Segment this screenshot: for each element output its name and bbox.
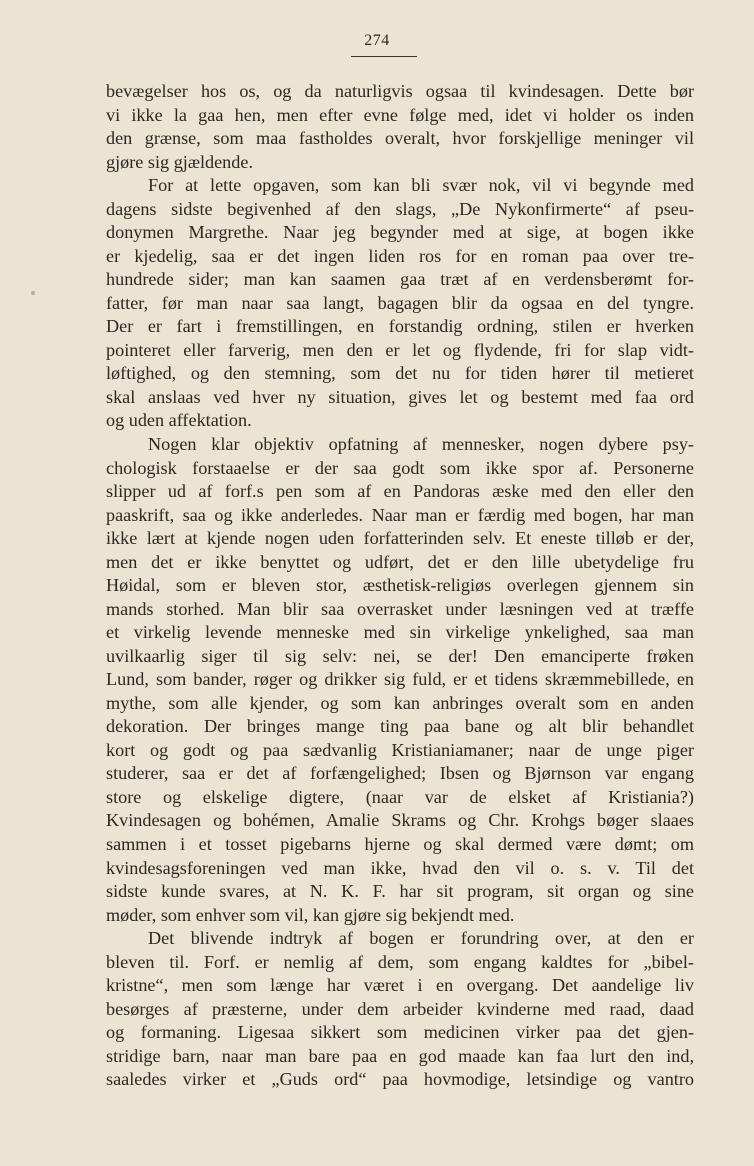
text-line: møder, som enhver som vil, kan gjøre sig bekjendt med. <box>106 904 515 925</box>
text-line: mythe, som alle kjender, og som kan anbringes overalt som en anden <box>106 692 694 713</box>
text-line: stridige barn, naar man bare paa en god maade kan faa lurt den ind, <box>106 1045 694 1066</box>
text-line: sammen i et tosset pigebarns hjerne og skal dermed være dømt; om <box>106 834 694 854</box>
text-line: besørges af præsterne, under dem arbeider kvinderne med raad, daad <box>106 998 694 1019</box>
text-line: et virkelig levende menneske med sin virkelige ynkelighed, saa man <box>106 622 694 643</box>
text-line: mands storhed. Man blir saa overrasket under læsningen ved at træffe <box>106 598 694 619</box>
page-number: 274 <box>364 32 390 49</box>
text-line: kvindesagsforeningen ved man ikke, hvad den vil o. s. v. Til det <box>106 857 694 878</box>
text-line: den grænse, som maa fastholdes overalt, hvor forskjellige meninger vil <box>106 128 694 149</box>
text-line: saaledes virker et „Guds ord“ paa hovmodige, letsindige og vantro <box>106 1069 694 1090</box>
text-line: For at lette opgaven, som kan bli svær nok, vil vi begynde med <box>148 175 694 196</box>
text-line: dekoration. Der bringes mange ting paa bane og alt blir behandlet <box>106 716 694 737</box>
text-line: bevægelser hos os, og da naturligvis ogsaa til kvindesagen. Dette bør <box>106 81 694 101</box>
text-line: uvilkaarlig siger til sig selv: nei, se der! Den emanciperte frøken <box>106 645 694 666</box>
text-line: dagens sidste begivenhed af den slags, „De Nykonfirmerte“ af pseu- <box>106 198 694 219</box>
body-text <box>106 80 694 1092</box>
text-line: og uden affektation. <box>106 410 252 431</box>
text-line: sidste kunde svares, at N. K. F. har sit program, sit organ og sine <box>106 881 694 902</box>
text-line: donymen Margrethe. Naar jeg begynder med at sige, at bogen ikke <box>106 222 694 243</box>
text-line: Det blivende indtryk af bogen er forundring over, at den er <box>148 928 694 949</box>
text-line: Nogen klar objektiv opfatning af mennesker, nogen dybere psy- <box>148 433 694 454</box>
text-line: pointeret eller farverig, men den er let og flydende, fri for slap vidt- <box>106 339 694 360</box>
text-line: skal anslaas ved hver ny situation, gives let og bestemt med faa ord <box>106 386 694 407</box>
text-line: chologisk forstaaelse er der saa godt som ikke spor af. Personerne <box>106 457 694 478</box>
text-line: store og elskelige digtere, (naar var de elsket af Kristiania?) <box>106 786 694 807</box>
text-line: fatter, før man naar saa langt, bagagen blir da ogsaa en del tyngre. <box>106 292 694 313</box>
text-line: Kvindesagen og bohémen, Amalie Skrams og Chr. Krohgs bøger slaaes <box>106 810 694 831</box>
text-line: bleven til. Forf. er nemlig af dem, som engang kaldtes for „bibel- <box>106 951 694 972</box>
text-line: er kjedelig, saa er det ingen liden ros for en roman paa over tre- <box>106 245 694 266</box>
text-line: kort og godt og paa sædvanlig Kristianiamaner; naar de unge piger <box>106 739 694 760</box>
text-line: men det er ikke benyttet og udført, det er den lille ubetydelige fru <box>106 551 694 572</box>
text-line: løftighed, og den stemning, som det nu for tiden hører til metieret <box>106 363 694 384</box>
paper-speck <box>31 291 35 295</box>
text-line: paaskrift, saa og ikke anderledes. Naar man er færdig med bogen, har man <box>106 504 694 525</box>
text-line: Der er fart i fremstillingen, en forstandig ordning, stilen er hverken <box>106 316 694 337</box>
text-line: ikke lært at kjende nogen uden forfatterinden selv. Et eneste tilløb er der, <box>106 528 694 549</box>
text-line: studerer, saa er det af forfængelighed; Ibsen og Bjørnson var engang <box>106 763 694 784</box>
text-line: Høidal, som er bleven stor, æsthetisk-religiøs overlegen gjennem sin <box>106 575 694 596</box>
text-line: kristne“, men som længe har været i en overgang. Det aandelige liv <box>106 975 694 996</box>
text-line: Lund, som bander, røger og drikker sig fuld, er et tidens skræmmebillede, en <box>106 669 694 690</box>
text-line: gjøre sig gjældende. <box>106 151 253 172</box>
page-number-rule <box>351 56 417 57</box>
text-line: slipper ud af forf.s pen som af en Pandoras æske med den eller den <box>106 481 694 502</box>
text-line: hundrede sider; man kan saamen gaa træt af en verdensberømt for- <box>106 269 694 290</box>
text-line: vi ikke la gaa hen, men efter evne følge med, idet vi holder os inden <box>106 104 694 125</box>
text-line: og formaning. Ligesaa sikkert som medicinen virker paa det gjen- <box>106 1022 694 1043</box>
